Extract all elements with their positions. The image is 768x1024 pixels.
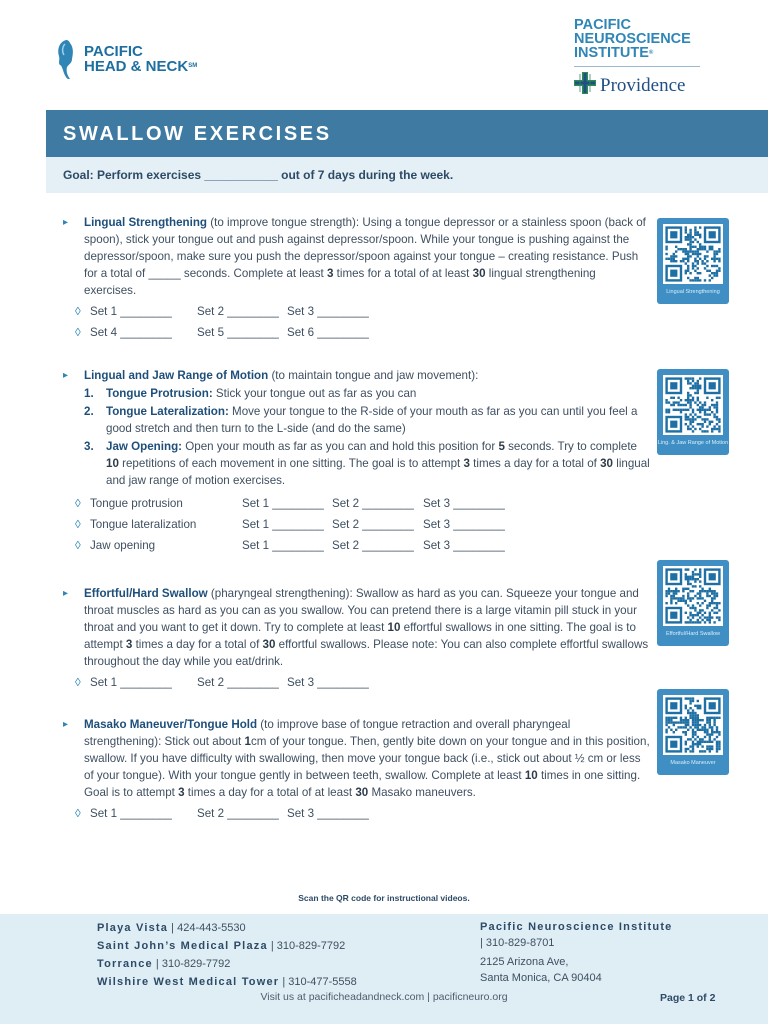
- diamond-icon: ◊: [75, 305, 81, 318]
- section-text: times for a total of at least: [333, 267, 473, 280]
- pni-address-line2: Santa Monica, CA 90404: [480, 972, 602, 984]
- emphasis: 10: [106, 457, 119, 470]
- section-masako-maneuver: [60, 716, 650, 823]
- qr-code-icon: [663, 566, 723, 626]
- emphasis: 30: [355, 786, 369, 799]
- qr-caption: Lingual Strengthening: [666, 289, 720, 295]
- step-label: Tongue Lateralization:: [106, 405, 229, 418]
- page-title: SWALLOW EXERCISES: [63, 123, 332, 145]
- qr-code-icon: [663, 695, 723, 755]
- exercise-label: Tongue lateralization: [90, 518, 197, 531]
- step-item: [84, 385, 650, 402]
- set-field[interactable]: Set 1 ________: [242, 497, 324, 510]
- providence-name: Providence: [600, 74, 686, 96]
- step-item: [84, 438, 650, 489]
- set-field[interactable]: Set 4 ________: [90, 326, 172, 339]
- emphasis: 3: [125, 638, 133, 651]
- goal-bar: [46, 157, 768, 193]
- section-text: lingual strengthening exercises.: [84, 267, 596, 297]
- set-field[interactable]: Set 2 ________: [332, 497, 414, 510]
- pni-name: Pacific Neuroscience Institute: [480, 921, 673, 933]
- step-text: Open your mouth as far as you can and hold this position for: [182, 440, 499, 453]
- qr-code-icon: [663, 224, 723, 284]
- qr-caption: Effortful/Hard Swallow: [665, 631, 720, 637]
- emphasis: 3: [326, 267, 334, 280]
- section-text: (to improve base of tongue retraction and overall pharyngeal strengthening): Stick out about: [84, 718, 571, 748]
- set-row: [60, 671, 650, 692]
- title-banner: [46, 110, 768, 157]
- section-range-of-motion: [60, 367, 650, 555]
- step-text: times a day for a total of: [469, 457, 601, 470]
- qr-card-effortful-swallow[interactable]: [657, 560, 729, 646]
- set-field[interactable]: Set 5 ________: [197, 326, 279, 339]
- section-text: (pharyngeal strengthening): Swallow as hard as you can. Squeeze your tongue and throat muscles as hard as you can as you swallow. You can pretend there is a large vitamin pill stuck in your throat and you want to get it down. Try to complete at least: [84, 587, 639, 634]
- emphasis: 30: [262, 638, 276, 651]
- section-heading: Effortful/Hard Swallow: [84, 587, 208, 600]
- set-field[interactable]: Set 1 ________: [242, 518, 324, 531]
- step-item: [84, 403, 650, 437]
- location-item: Wilshire West Medical Tower | 310-477-5558: [97, 976, 357, 988]
- set-row: [60, 802, 650, 823]
- step-text: Stick your tongue out as far as you can: [212, 387, 417, 400]
- bullet-arrow-icon: ▸: [63, 588, 69, 599]
- step-label: Jaw Opening:: [106, 440, 183, 453]
- section-heading: Lingual and Jaw Range of Motion: [84, 369, 269, 382]
- step-text: lingual and jaw range of motion exercises.: [106, 457, 650, 487]
- set-field[interactable]: Set 6 ________: [287, 326, 369, 339]
- diamond-icon: ◊: [75, 518, 81, 531]
- right-logo-line2: NEUROSCIENCE: [574, 31, 691, 47]
- location-item: Playa Vista | 424-443-5530: [97, 922, 246, 934]
- step-number: 2.: [84, 405, 94, 418]
- set-field[interactable]: Set 2 ________: [332, 539, 414, 552]
- location-item: Torrance | 310-829-7792: [97, 958, 231, 970]
- diamond-icon: ◊: [75, 807, 81, 820]
- footer-locations: [97, 919, 357, 991]
- diamond-icon: ◊: [75, 676, 81, 689]
- location-name: Saint John’s Medical Plaza: [97, 940, 268, 952]
- right-logo-line3: INSTITUTE: [574, 45, 649, 61]
- set-field[interactable]: Set 1 ________: [90, 305, 172, 318]
- section-text: Masako maneuvers.: [368, 786, 476, 799]
- qr-card-masako[interactable]: [657, 689, 729, 775]
- emphasis: 10: [387, 621, 401, 634]
- exercise-label: Tongue protrusion: [90, 497, 183, 510]
- diamond-icon: ◊: [75, 497, 81, 510]
- set-field[interactable]: Set 3 ________: [423, 518, 505, 531]
- set-row: [60, 321, 650, 342]
- pni-providence-logo: [574, 18, 704, 99]
- section-text: times a day for a total of: [132, 638, 263, 651]
- set-row: [60, 300, 650, 321]
- scan-note: Scan the QR code for instructional videos.: [298, 893, 470, 903]
- qr-code-icon: [663, 375, 723, 435]
- section-lingual-strengthening: [60, 214, 650, 342]
- set-field[interactable]: Set 1 ________: [90, 807, 172, 820]
- exercise-row: [60, 492, 650, 513]
- qr-caption: Ling. & Jaw Range of Motion: [657, 440, 729, 446]
- bullet-arrow-icon: ▸: [63, 217, 69, 228]
- location-phone[interactable]: 310-829-7792: [276, 940, 346, 952]
- step-text: seconds. Try to complete: [504, 440, 638, 453]
- step-text: Move your tongue to the R-side of your mouth as far as you can until you feel a good stretch and then turn to the L-side (and do the same): [106, 405, 638, 435]
- location-phone[interactable]: 310-477-5558: [288, 976, 357, 988]
- emphasis: 10: [524, 769, 538, 782]
- footer-pni: Pacific Neuroscience Institute | 310-829-8701 2125 Arizona Ave, Santa Monica, CA 90404: [480, 921, 673, 984]
- step-label: Tongue Protrusion:: [106, 387, 213, 400]
- set-field[interactable]: Set 1 ________: [242, 539, 324, 552]
- goal-text: Goal: Perform exercises ___________ out of 7 days during the week.: [63, 168, 454, 182]
- step-number: 1.: [84, 387, 94, 400]
- pacific-head-neck-logo: [56, 38, 197, 80]
- pni-phone[interactable]: 310-829-8701: [485, 937, 555, 949]
- set-field[interactable]: Set 1 ________: [90, 676, 172, 689]
- registered-mark: ®: [648, 50, 654, 56]
- location-name: Torrance: [97, 958, 153, 970]
- set-field[interactable]: Set 3 ________: [287, 807, 369, 820]
- footer: [0, 914, 768, 1024]
- page-number: Page 1 of 2: [660, 992, 716, 1004]
- section-text: (to improve tongue strength): Using a tongue depressor or a stainless spoon (back of spoon), stick your tongue out and push against depressor/spoon. While your tongue is pushing against the depressor/spoon, make sure you push the depressor/spoon against your tongue – creating resistance. Push for a total of _____ seconds. Complete at least: [84, 216, 646, 280]
- emphasis: 5: [498, 440, 505, 453]
- head-silhouette-icon: [56, 38, 78, 80]
- left-logo-line1: PACIFIC: [84, 43, 143, 60]
- emphasis: 3: [463, 457, 470, 470]
- section-text: (to maintain tongue and jaw movement):: [268, 369, 479, 382]
- set-field[interactable]: Set 2 ________: [197, 807, 279, 820]
- section-text: cm of your tongue. Then, gently bite down on your tongue and in this position, swallow. If you have difficulty with swallowing, then move your tongue back (i.e., stick out about ½ cm or less of your tongue). With your tongue gently in between teeth, swallow. Complete at least: [84, 735, 650, 782]
- section-heading: Masako Maneuver/Tongue Hold: [84, 718, 258, 731]
- section-heading: Lingual Strengthening: [84, 216, 208, 229]
- section-text: effortful swallows. Please note: You can also complete effortful swallows throughout the day while you eat/drink.: [84, 638, 649, 668]
- exercise-row: [60, 534, 650, 555]
- bullet-arrow-icon: ▸: [63, 719, 69, 730]
- exercise-row: [60, 513, 650, 534]
- emphasis: 30: [472, 267, 486, 280]
- location-item: Saint John’s Medical Plaza | 310-829-7792: [97, 940, 346, 952]
- set-field[interactable]: Set 3 ________: [287, 305, 369, 318]
- location-name: Wilshire West Medical Tower: [97, 976, 280, 988]
- diamond-icon: ◊: [75, 539, 81, 552]
- emphasis: 30: [600, 457, 614, 470]
- left-logo-line2: HEAD & NECK: [84, 58, 189, 75]
- set-field[interactable]: Set 2 ________: [197, 305, 279, 318]
- qr-card-range-of-motion[interactable]: [657, 369, 729, 455]
- visit-links[interactable]: Visit us at pacificheadandneck.com | pacificneuro.org: [260, 991, 508, 1003]
- set-field[interactable]: Set 2 ________: [332, 518, 414, 531]
- set-field[interactable]: Set 3 ________: [423, 539, 505, 552]
- emphasis: 3: [178, 786, 185, 799]
- set-field[interactable]: Set 3 ________: [423, 497, 505, 510]
- providence-cross-icon: [574, 72, 596, 99]
- section-text: effortful swallows in one sitting. The goal is to attempt: [84, 621, 636, 651]
- exercise-label: Jaw opening: [90, 539, 156, 552]
- step-text: repetitions of each movement in one sitting. The goal is to attempt: [118, 457, 464, 470]
- pni-address-line1: 2125 Arizona Ave,: [480, 956, 569, 968]
- set-field[interactable]: Set 3 ________: [287, 676, 369, 689]
- location-name: Playa Vista: [97, 922, 169, 934]
- qr-caption: Masako Maneuver: [670, 760, 716, 766]
- bullet-arrow-icon: ▸: [63, 370, 69, 381]
- location-phone[interactable]: 424-443-5530: [177, 922, 246, 934]
- step-number: 3.: [84, 440, 94, 453]
- diamond-icon: ◊: [75, 326, 81, 339]
- set-field[interactable]: Set 2 ________: [197, 676, 279, 689]
- section-text: times in one sitting. Goal is to attempt: [84, 769, 641, 799]
- right-logo-line1: PACIFIC: [574, 17, 631, 33]
- location-phone[interactable]: 310-829-7792: [161, 958, 231, 970]
- service-mark: SM: [188, 63, 198, 69]
- qr-card-lingual[interactable]: [657, 218, 729, 304]
- section-effortful-swallow: [60, 585, 650, 692]
- logo-divider: [574, 66, 700, 67]
- section-text: times a day for a total of at least: [184, 786, 356, 799]
- emphasis: 1: [244, 735, 251, 748]
